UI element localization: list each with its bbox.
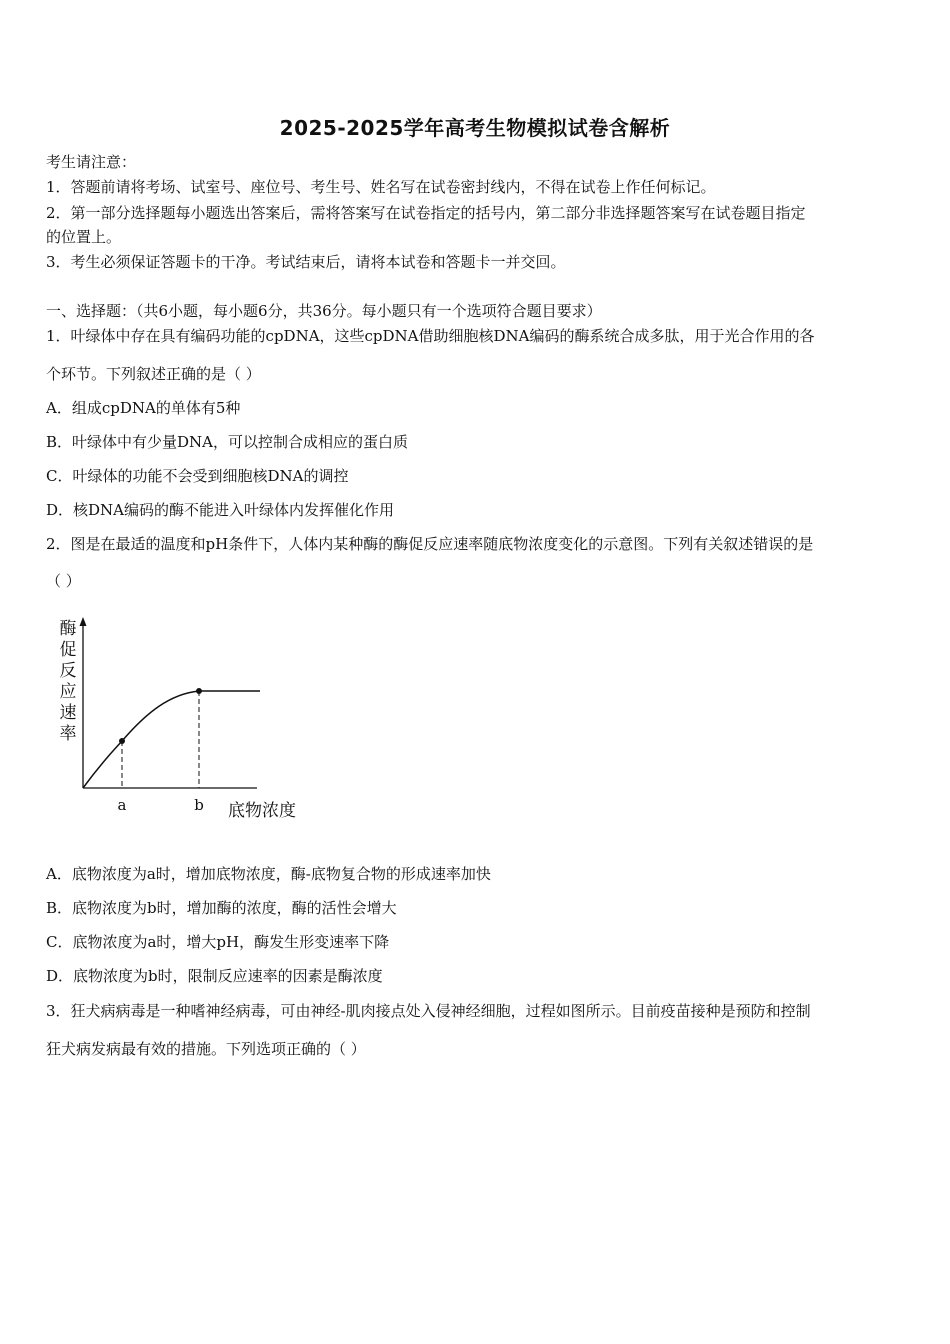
point-b xyxy=(196,688,202,694)
q2-option-a: A．底物浓度为a时，增加底物浓度，酶-底物复合物的形成速率加快 xyxy=(46,865,491,883)
y-axis-label-char-2: 促 xyxy=(59,640,77,660)
y-axis-arrow xyxy=(80,617,87,626)
x-axis-label: 底物浓度 xyxy=(228,801,296,821)
q1-stem-line1: 1．叶绿体中存在具有编码功能的cpDNA，这些cpDNA借助细胞核DNA编码的酶系统合成多肽，用于光合作用的各 xyxy=(46,327,815,345)
notice-heading: 考生请注意： xyxy=(46,153,137,171)
q1-option-d: D．核DNA编码的酶不能进入叶绿体内发挥催化作用 xyxy=(46,501,395,519)
q3-stem-line1: 3．狂犬病病毒是一种嗜神经病毒，可由神经-肌肉接点处入侵神经细胞，过程如图所示。目前疫苗接种是预防和控制 xyxy=(46,1002,811,1020)
q1-option-b: B．叶绿体中有少量DNA，可以控制合成相应的蛋白质 xyxy=(46,433,409,451)
y-axis-label-char-4: 应 xyxy=(59,682,77,702)
q2-option-c: C．底物浓度为a时，增大pH，酶发生形变速率下降 xyxy=(46,933,390,951)
point-a xyxy=(119,738,125,744)
rate-curve xyxy=(83,691,260,788)
q2-option-b: B．底物浓度为b时，增加酶的浓度，酶的活性会增大 xyxy=(46,899,397,917)
q2-stem-line1: 2．图是在最适的温度和pH条件下，人体内某种酶的酶促反应速率随底物浓度变化的示意图。下列有关叙述错误的是 xyxy=(46,535,814,553)
q1-stem-line2: 个环节。下列叙述正确的是（ ） xyxy=(46,365,261,383)
y-axis-label-char-1: 酶 xyxy=(59,619,77,639)
page-title: 2025-2025学年高考生物模拟试卷含解析 xyxy=(279,116,671,140)
enzyme-rate-graph xyxy=(52,612,312,834)
y-axis-label-char-6: 率 xyxy=(59,724,77,744)
enzyme-rate-figure xyxy=(52,612,312,834)
q2-stem-line2: （ ） xyxy=(46,572,81,590)
y-axis-label-char-3: 反 xyxy=(59,661,77,681)
q1-option-a: A．组成cpDNA的单体有5种 xyxy=(46,399,241,417)
section-heading: 一、选择题：（共6小题，每小题6分，共36分。每小题只有一个选项符合题目要求） xyxy=(46,302,602,320)
q2-option-d: D．底物浓度为b时，限制反应速率的因素是酶浓度 xyxy=(46,967,383,985)
notice-item-3: 3．考生必须保证答题卡的干净。考试结束后，请将本试卷和答题卡一并交回。 xyxy=(46,253,566,271)
tick-label-b: b xyxy=(194,796,204,814)
y-axis-label-char-5: 速 xyxy=(59,703,77,723)
notice-item-2: 2．第一部分选择题每小题选出答案后，需将答案写在试卷指定的括号内，第二部分非选择题答案写在试卷题目指定 xyxy=(46,204,806,222)
q1-option-c: C．叶绿体的功能不会受到细胞核DNA的调控 xyxy=(46,467,349,485)
notice-item-2-continued: 的位置上。 xyxy=(46,228,122,246)
notice-item-1: 1．答题前请将考场、试室号、座位号、考生号、姓名写在试卷密封线内，不得在试卷上作任何标记。 xyxy=(46,178,716,196)
q3-stem-line2: 狂犬病发病最有效的措施。下列选项正确的（ ） xyxy=(46,1040,366,1058)
tick-label-a: a xyxy=(117,796,127,814)
